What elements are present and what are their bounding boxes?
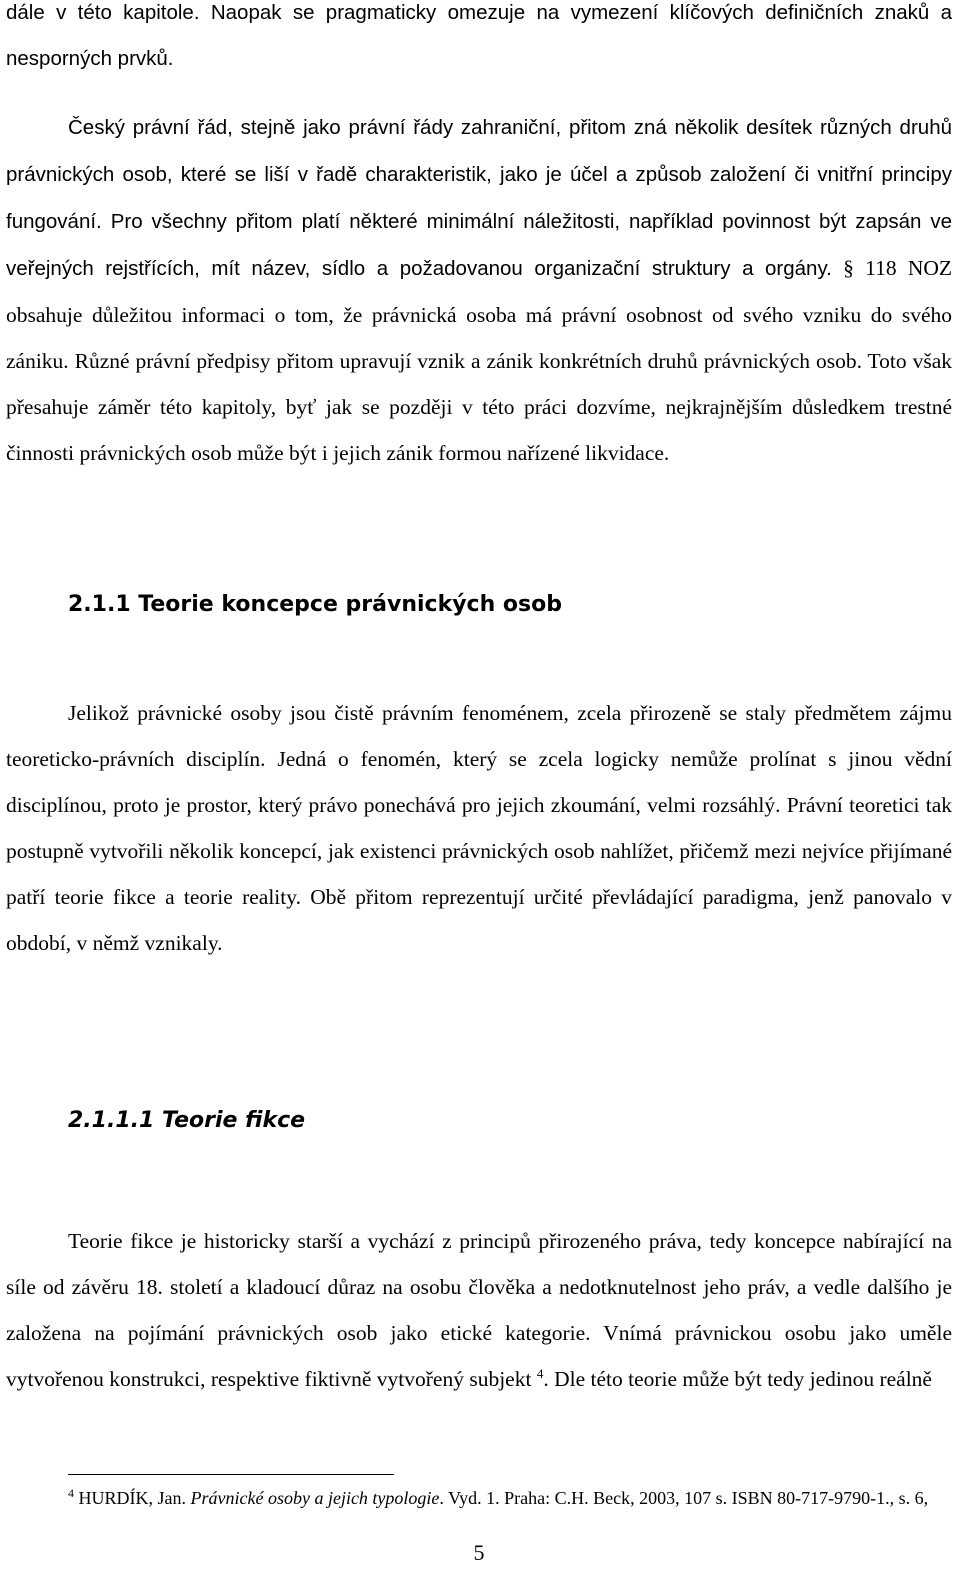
page-number: 5	[473, 1540, 485, 1565]
section-heading-2-1-1-1: 2.1.1.1 Teorie fikce	[68, 1108, 306, 1133]
footnote-divider	[68, 1474, 394, 1475]
paragraph-text: dále v této kapitole. Naopak se pragmaticky omezuje na vymezení klíčových definičních znaků a nesporných prvků.	[6, 1, 952, 70]
paragraph-continuation	[6, 0, 952, 82]
section-heading-2-1-1: 2.1.1 Teorie koncepce právnických osob	[68, 592, 562, 617]
footnote	[6, 1486, 952, 1511]
paragraph-sans-segment-2: Pro všechny přitom platí některé minimální náležitosti, například povinnost být zapsán ve veřejných rejstřících, mít název, sídlo a požadovanou organizační struktury a orgány.	[6, 210, 952, 280]
footnote-publication: . Vyd. 1. Praha: C.H. Beck, 2003, 107 s. ISBN 80-717-9790-1., s. 6,	[439, 1488, 929, 1508]
paragraph-legal-persons-overview	[6, 104, 952, 476]
paragraph-fiction-theory	[6, 1218, 952, 1402]
paragraph-text: Teorie fikce je historicky starší a vychází z principů přirozeného práva, tedy koncepce nabírající na síle od závěru 18. století a kladoucí důraz na osobu člověka a nedotknutelnost jeho práv, a vedle dalšího je založena na pojímání právnických osob jako etické kategorie. Vnímá právnickou osobu jako uměle vytvořenou konstrukci, respektive fiktivně vytvořený subjekt	[6, 1229, 952, 1391]
footnote-author: HURDÍK, Jan.	[74, 1488, 191, 1508]
footnote-number: 4	[68, 1486, 74, 1500]
paragraph-theory-concept	[6, 690, 952, 966]
paragraph-text-end: . Dle této teorie může být tedy jedinou reálně	[543, 1367, 932, 1391]
paragraph-text: Jelikož právnické osoby jsou čistě právním fenoménem, zcela přirozeně se staly předmětem zájmu teoreticko-právních disciplín. Jedná o fenomén, který se zcela logicky nemůže prolínat s jinou vědní disciplínou, proto je prostor, který právo ponechává pro jejich zkoumání, velmi rozsáhlý. Právní teoretici tak postupně vytvořili několik koncepcí, jak existenci právnických osob nahlížet, přičemž mezi nejvíce přijímané patří teorie fikce a teorie reality. Obě přitom reprezentují určité převládající paradigma, jenž panovalo v období, v němž vznikaly.	[6, 701, 952, 955]
footnote-reference[interactable]: 4	[536, 1365, 544, 1381]
footnote-title: Právnické osoby a jejich typologie	[190, 1488, 440, 1508]
document-page	[6, 0, 952, 1580]
paragraph-sans-segment: Český právní řád, stejně jako právní řády zahraniční, přitom zná několik desítek různých druhů právnických osob, které se liší v řadě charakteristik, jako je účel a způsob založení či vnitřní principy fungování.	[6, 116, 952, 233]
paragraph-serif-segment: § 118 NOZ obsahuje důležitou informaci o tom, že právnická osoba má právní osobnost od svého vzniku do svého zániku. Různé právní předpisy přitom upravují vznik a zánik konkrétních druhů právnických osob. Toto však přesahuje záměr této kapitoly, byť jak se později v této práci dozvíme, nejkrajnějším důsledkem trestné činnosti právnických osob může být i jejich zánik formou nařízené likvidace.	[6, 256, 953, 465]
